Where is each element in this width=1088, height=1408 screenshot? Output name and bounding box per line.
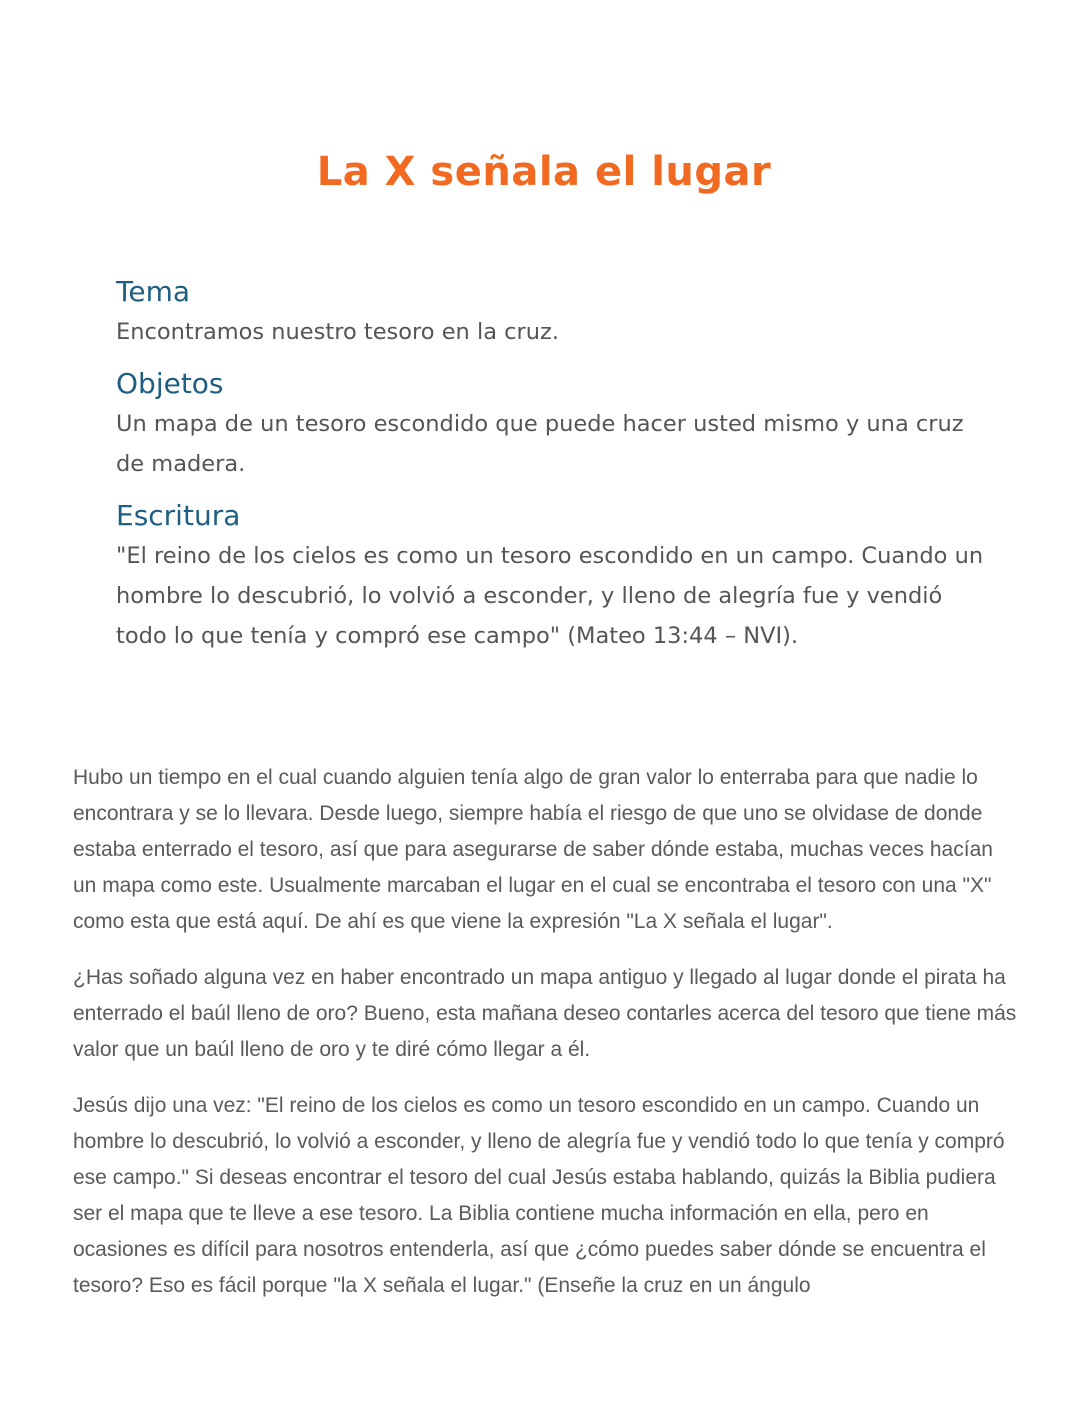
tema-section — [116, 272, 996, 352]
body-paragraph: Jesús dijo una vez: "El reino de los cielos es como un tesoro escondido en un campo. Cuando un hombre lo descubrió, lo volvió a esconder, y lleno de alegría fue y vendió todo lo que tenía y compró ese campo." Si deseas encontrar el tesoro del cual Jesús estaba hablando, quizás la Biblia pudiera ser el mapa que te lleve a ese tesoro. La Biblia contiene mucha información en ella, pero en ocasiones es difícil para nosotros entenderla, así que ¿cómo puedes saber dónde se encuentra el tesoro? Eso es fácil porque "la X señala el lugar." (Enseñe la cruz en un ángulo — [73, 1094, 1005, 1297]
tema-text: Encontramos nuestro tesoro en la cruz. — [116, 319, 559, 345]
escritura-text: "El reino de los cielos es como un tesoro escondido en un campo. Cuando un hombre lo descubrió, lo volvió a esconder, y lleno de alegría fue y vendió todo lo que tenía y compró ese campo" (Mateo 13:44 – NVI). — [116, 543, 984, 649]
objetos-section — [116, 364, 996, 484]
objetos-text: Un mapa de un tesoro escondido que puede hacer usted mismo y una cruz de madera. — [116, 411, 964, 477]
lesson-body — [73, 760, 1018, 1324]
body-paragraph: ¿Has soñado alguna vez en haber encontrado un mapa antiguo y llegado al lugar donde el pirata ha enterrado el baúl lleno de oro? Bueno, esta mañana deseo contarles acerca del tesoro que tiene más valor que un baúl lleno de oro y te diré cómo llegar a él. — [73, 966, 1017, 1061]
lesson-info — [116, 272, 996, 668]
objetos-heading: Objetos — [116, 367, 224, 400]
page-title: La X señala el lugar — [316, 149, 772, 195]
escritura-heading: Escritura — [116, 499, 241, 532]
body-paragraph: Hubo un tiempo en el cual cuando alguien tenía algo de gran valor lo enterraba para que nadie lo encontrara y se lo llevara. Desde luego, siempre había el riesgo de que uno se olvidase de donde estaba enterrado el tesoro, así que para asegurarse de saber dónde estaba, muchas veces hacían un mapa como este. Usualmente marcaban el lugar en el cual se encontraba el tesoro con una "X" como esta que está aquí. De ahí es que viene la expresión "La X señala el lugar". — [73, 766, 993, 933]
escritura-section — [116, 496, 996, 656]
tema-heading: Tema — [116, 275, 191, 308]
